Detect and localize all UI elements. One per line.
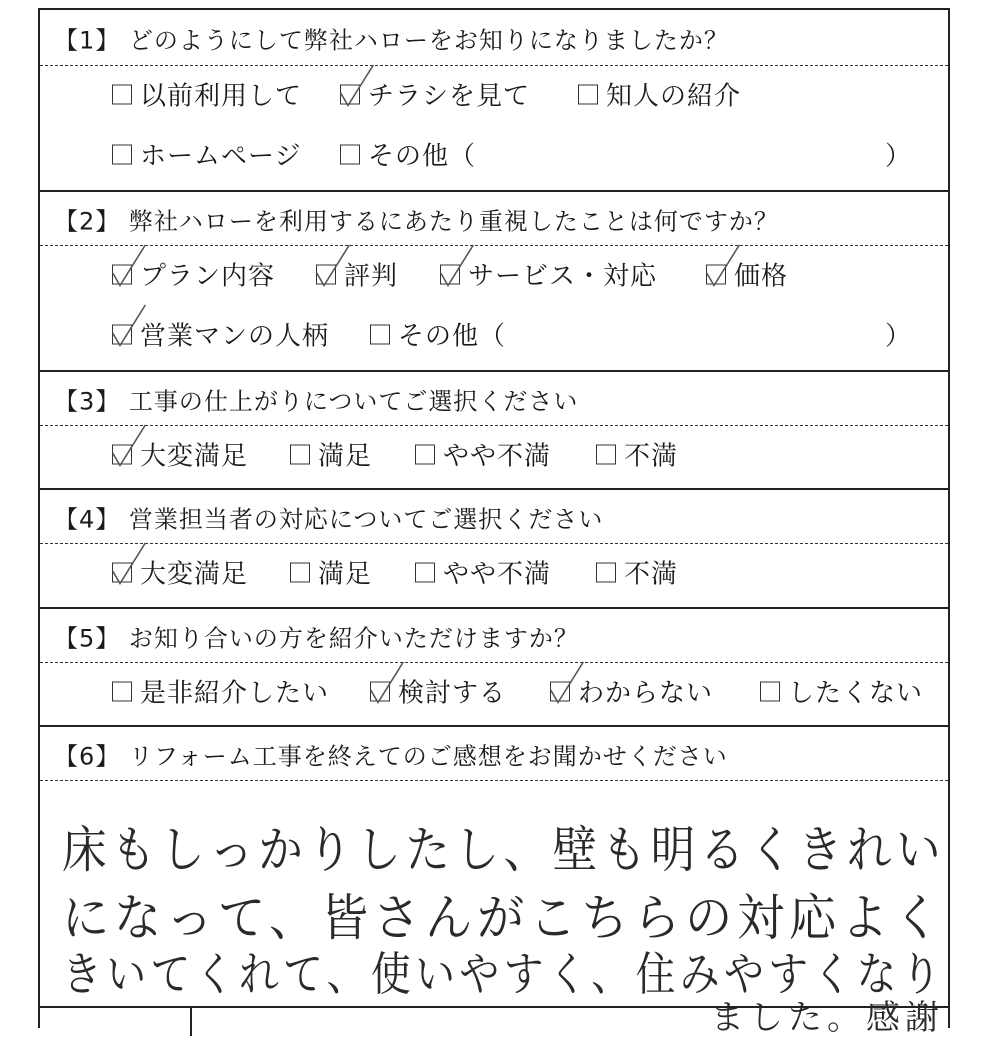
checkbox-checked[interactable] <box>340 84 360 104</box>
option-4-1-4[interactable] <box>596 554 678 591</box>
option-row <box>40 126 948 182</box>
option-1-1-3[interactable] <box>578 76 741 113</box>
option-row <box>40 544 948 600</box>
option-row <box>40 306 948 362</box>
checkbox-checked[interactable] <box>550 681 570 701</box>
comment-line: 床もしっかりしたし、壁も明るくきれい <box>62 821 945 879</box>
checkbox-unchecked[interactable] <box>290 562 310 582</box>
comment-area <box>40 800 948 1038</box>
option-label: したくない <box>788 678 924 709</box>
option-1-1-1[interactable] <box>112 76 302 113</box>
checkmark-icon <box>111 541 151 587</box>
checkbox-checked[interactable] <box>112 324 132 344</box>
option-label: 満足 <box>318 441 373 472</box>
option-label: チラシを見て <box>368 81 531 112</box>
option-label: 大変満足 <box>140 559 249 590</box>
checkmark-icon <box>439 243 479 289</box>
option-1-1-2[interactable] <box>340 76 530 113</box>
checkbox-checked[interactable] <box>706 264 726 284</box>
option-label: プラン内容 <box>140 261 276 292</box>
option-label: 評判 <box>344 261 399 292</box>
option-4-1-3[interactable] <box>415 554 551 591</box>
checkbox-unchecked[interactable] <box>290 444 310 464</box>
option-label: やや不満 <box>443 559 552 590</box>
option-label: 知人の紹介 <box>606 81 742 112</box>
option-label: 価格 <box>734 261 789 292</box>
checkbox-unchecked[interactable] <box>596 444 616 464</box>
option-label: 大変満足 <box>140 441 249 472</box>
option-2-1-4[interactable] <box>706 256 788 293</box>
comment-line: ました。感謝 <box>710 998 944 1038</box>
close-paren: ） <box>885 321 912 352</box>
checkbox-unchecked[interactable] <box>112 681 132 701</box>
checkbox-unchecked[interactable] <box>760 681 780 701</box>
question-title: 【1】 どのようにして弊社ハローをお知りになりましたか？ <box>54 26 729 54</box>
checkmark-icon <box>339 63 379 109</box>
option-label: 検討する <box>398 678 507 709</box>
checkbox-unchecked[interactable] <box>370 324 390 344</box>
option-label: やや不満 <box>443 441 552 472</box>
option-5-1-1[interactable] <box>112 673 329 710</box>
checkbox-checked[interactable] <box>112 444 132 464</box>
question-title: 【2】 弊社ハローを利用するにあたり重視したことは何ですか？ <box>54 207 779 235</box>
checkmark-icon <box>111 243 151 289</box>
option-label: 以前利用して <box>140 81 303 112</box>
option-5-1-2[interactable] <box>370 673 506 710</box>
comment-line: きいてくれて、使いやすく、住みやすくなり <box>62 947 946 1001</box>
option-2-1-2[interactable] <box>316 256 398 293</box>
checkbox-checked[interactable] <box>112 562 132 582</box>
checkmark-icon <box>705 243 745 289</box>
checkbox-unchecked[interactable] <box>112 144 132 164</box>
option-row <box>40 66 948 122</box>
option-label: 不満 <box>624 441 679 472</box>
option-3-1-4[interactable] <box>596 436 678 473</box>
option-5-1-4[interactable] <box>760 673 923 710</box>
question-title: 【6】 リフォーム工事を終えてのご感想をお聞かせください <box>54 742 728 770</box>
checkbox-checked[interactable] <box>440 264 460 284</box>
bottom-divider <box>190 1006 192 1036</box>
checkbox-checked[interactable] <box>112 264 132 284</box>
bottom-border <box>40 1006 948 1008</box>
checkbox-unchecked[interactable] <box>415 562 435 582</box>
option-label: その他（ <box>398 321 507 352</box>
option-2-2-2[interactable] <box>370 316 506 353</box>
option-4-1-2[interactable] <box>290 554 372 591</box>
checkbox-unchecked[interactable] <box>112 84 132 104</box>
question-header <box>40 370 948 426</box>
option-label: サービス・対応 <box>468 261 658 292</box>
question-header <box>40 190 948 246</box>
option-5-1-3[interactable] <box>550 673 713 710</box>
checkmark-icon <box>549 660 589 706</box>
checkmark-icon <box>315 243 355 289</box>
close-paren: ） <box>885 141 912 172</box>
option-2-2-1[interactable] <box>112 316 329 353</box>
option-1-2-2[interactable] <box>340 136 476 173</box>
option-label: わからない <box>578 678 714 709</box>
checkbox-unchecked[interactable] <box>415 444 435 464</box>
question-title: 【5】 お知り合いの方を紹介いただけますか？ <box>54 624 579 652</box>
option-label: その他（ <box>368 141 477 172</box>
option-1-2-1[interactable] <box>112 136 301 173</box>
option-3-1-2[interactable] <box>290 436 372 473</box>
checkbox-unchecked[interactable] <box>596 562 616 582</box>
checkbox-unchecked[interactable] <box>578 84 598 104</box>
option-label: ホームページ <box>140 141 302 172</box>
question-title: 【3】 工事の仕上がりについてご選択ください <box>54 387 579 415</box>
option-label: 是非紹介したい <box>140 678 330 709</box>
checkmark-icon <box>111 423 151 469</box>
question-header <box>40 607 948 663</box>
option-label: 不満 <box>624 559 679 590</box>
question-title: 【4】 営業担当者の対応についてご選択ください <box>54 505 604 533</box>
option-4-1-1[interactable] <box>112 554 248 591</box>
option-3-1-3[interactable] <box>415 436 551 473</box>
question-header <box>40 725 948 781</box>
option-label: 営業マンの人柄 <box>140 321 330 352</box>
option-row <box>40 246 948 302</box>
checkbox-checked[interactable] <box>316 264 336 284</box>
option-row <box>40 663 948 719</box>
question-header <box>40 10 948 66</box>
option-row <box>40 426 948 482</box>
survey-form <box>38 8 950 1038</box>
comment-line: になって、皆さんがこちらの対応よく <box>62 889 945 947</box>
checkmark-icon <box>111 303 151 349</box>
checkbox-checked[interactable] <box>370 681 390 701</box>
option-label: 満足 <box>318 559 373 590</box>
option-3-1-1[interactable] <box>112 436 248 473</box>
question-header <box>40 488 948 544</box>
option-2-1-1[interactable] <box>112 256 275 293</box>
option-2-1-3[interactable] <box>440 256 657 293</box>
checkmark-icon <box>369 660 409 706</box>
checkbox-unchecked[interactable] <box>340 144 360 164</box>
